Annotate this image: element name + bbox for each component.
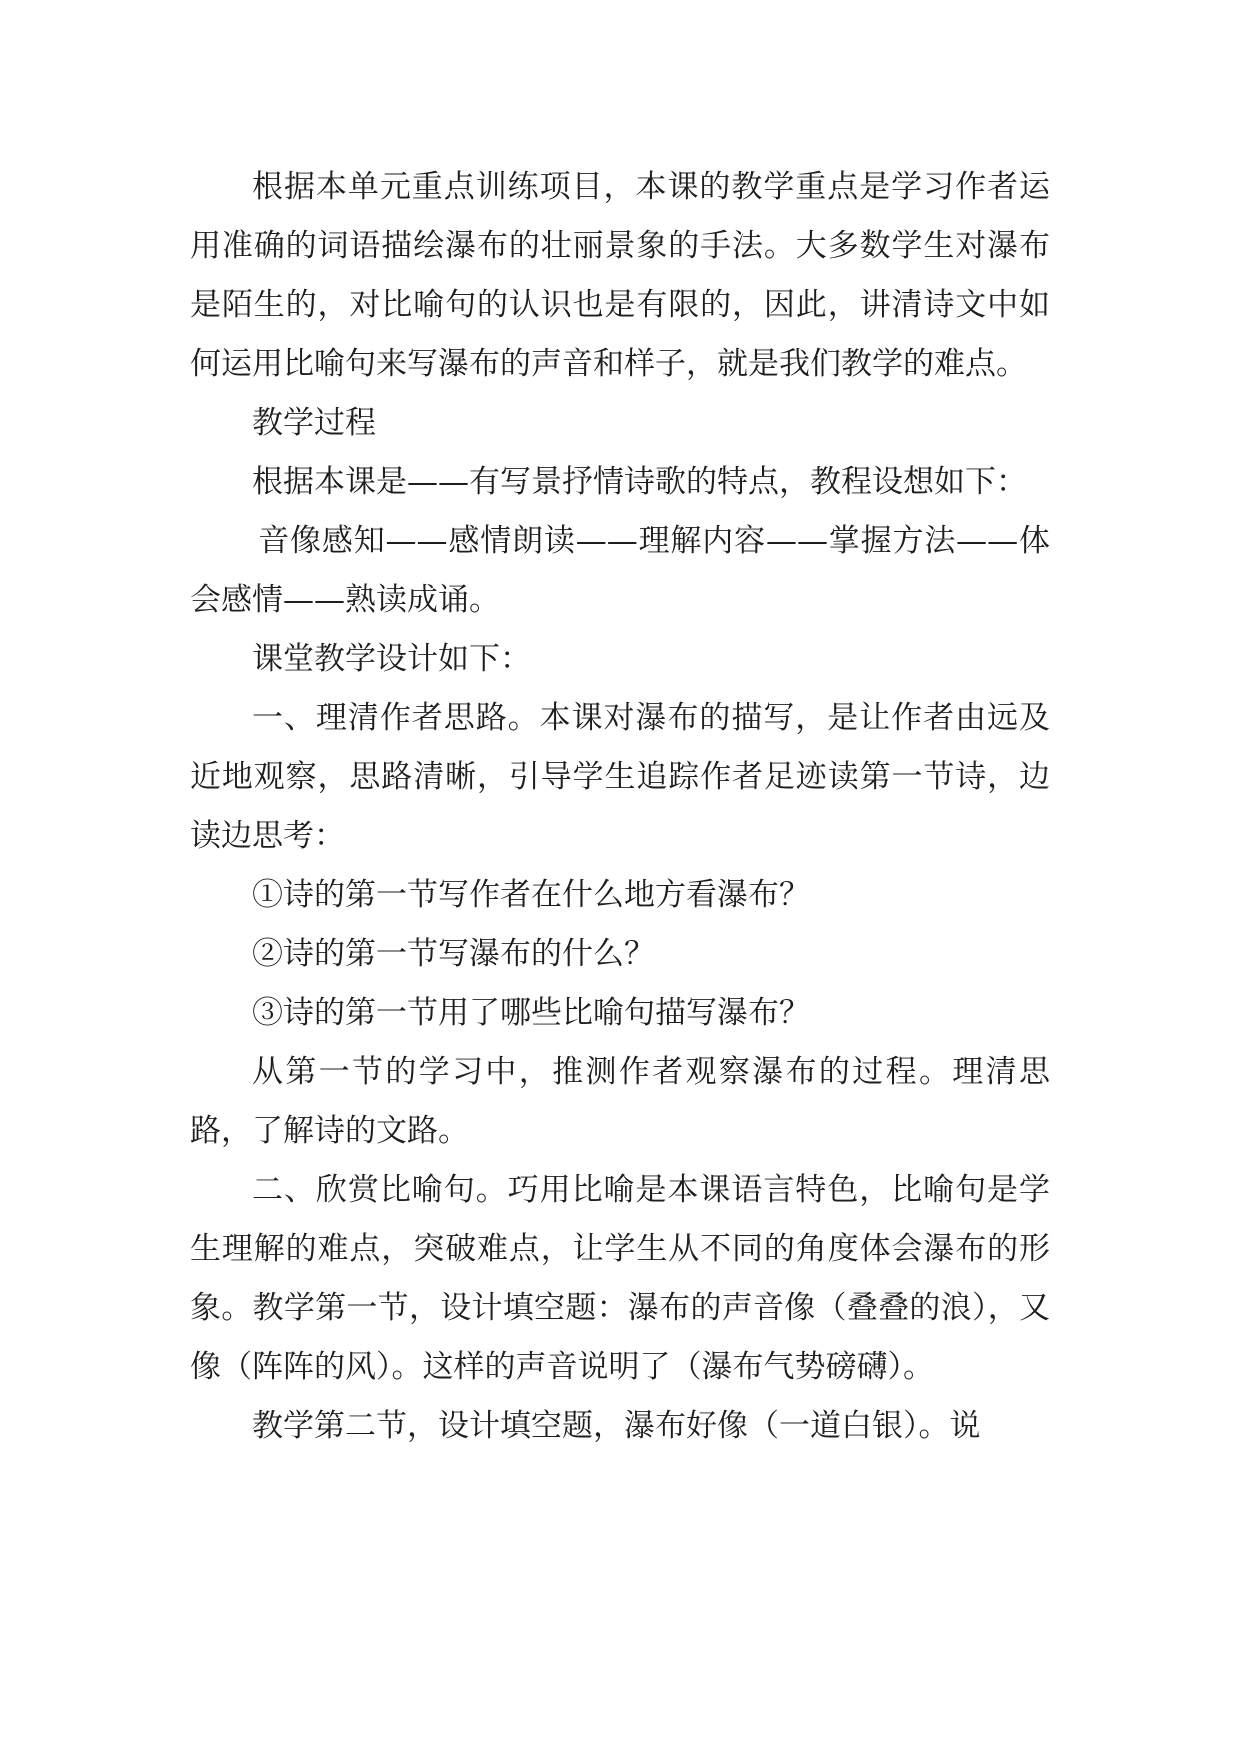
paragraph-question-three: ③诗的第一节用了哪些比喻句描写瀑布？ bbox=[252, 995, 810, 1031]
paragraph-step-two: 二、欣赏比喻句。巧用比喻是本课语言特色，比喻句是学生理解的难点，突破难点，让学生从不同的角度体会瀑布的形象。教学第一节，设计填空题：瀑布的声音像（叠叠的浪），又像（阵阵的风）。这样的声音说明了（瀑布气势磅礴）。 bbox=[190, 1172, 1050, 1385]
paragraph-second-section: 教学第二节，设计填空题，瀑布好像（一道白银）。说 bbox=[252, 1408, 981, 1444]
paragraph-step-one: 一、理清作者思路。本课对瀑布的描写，是让作者由远及近地观察，思路清晰，引导学生追踪作者足迹读第一节诗，边读边思考： bbox=[190, 700, 1050, 854]
paragraph-teaching-process-heading: 教学过程 bbox=[252, 405, 376, 441]
paragraph-question-two: ②诗的第一节写瀑布的什么？ bbox=[252, 936, 655, 972]
paragraph-process-flow: 音像感知——感情朗读——理解内容——掌握方法——体会感情——熟读成诵。 bbox=[190, 523, 1050, 618]
paragraph-infer-process: 从第一节的学习中，推测作者观察瀑布的过程。理清思路，了解诗的文路。 bbox=[190, 1054, 1050, 1149]
paragraph-question-one: ①诗的第一节写作者在什么地方看瀑布？ bbox=[252, 877, 810, 913]
paragraph-design-heading: 课堂教学设计如下： bbox=[252, 641, 531, 677]
paragraph-process-intro: 根据本课是——有写景抒情诗歌的特点，教程设想如下： bbox=[252, 464, 1027, 500]
document-body bbox=[190, 158, 1050, 1456]
paragraph-teaching-focus: 根据本单元重点训练项目，本课的教学重点是学习作者运用准确的词语描绘瀑布的壮丽景象的手法。大多数学生对瀑布是陌生的，对比喻句的认识也是有限的，因此，讲清诗文中如何运用比喻句来写瀑布的声音和样子，就是我们教学的难点。 bbox=[190, 169, 1050, 382]
